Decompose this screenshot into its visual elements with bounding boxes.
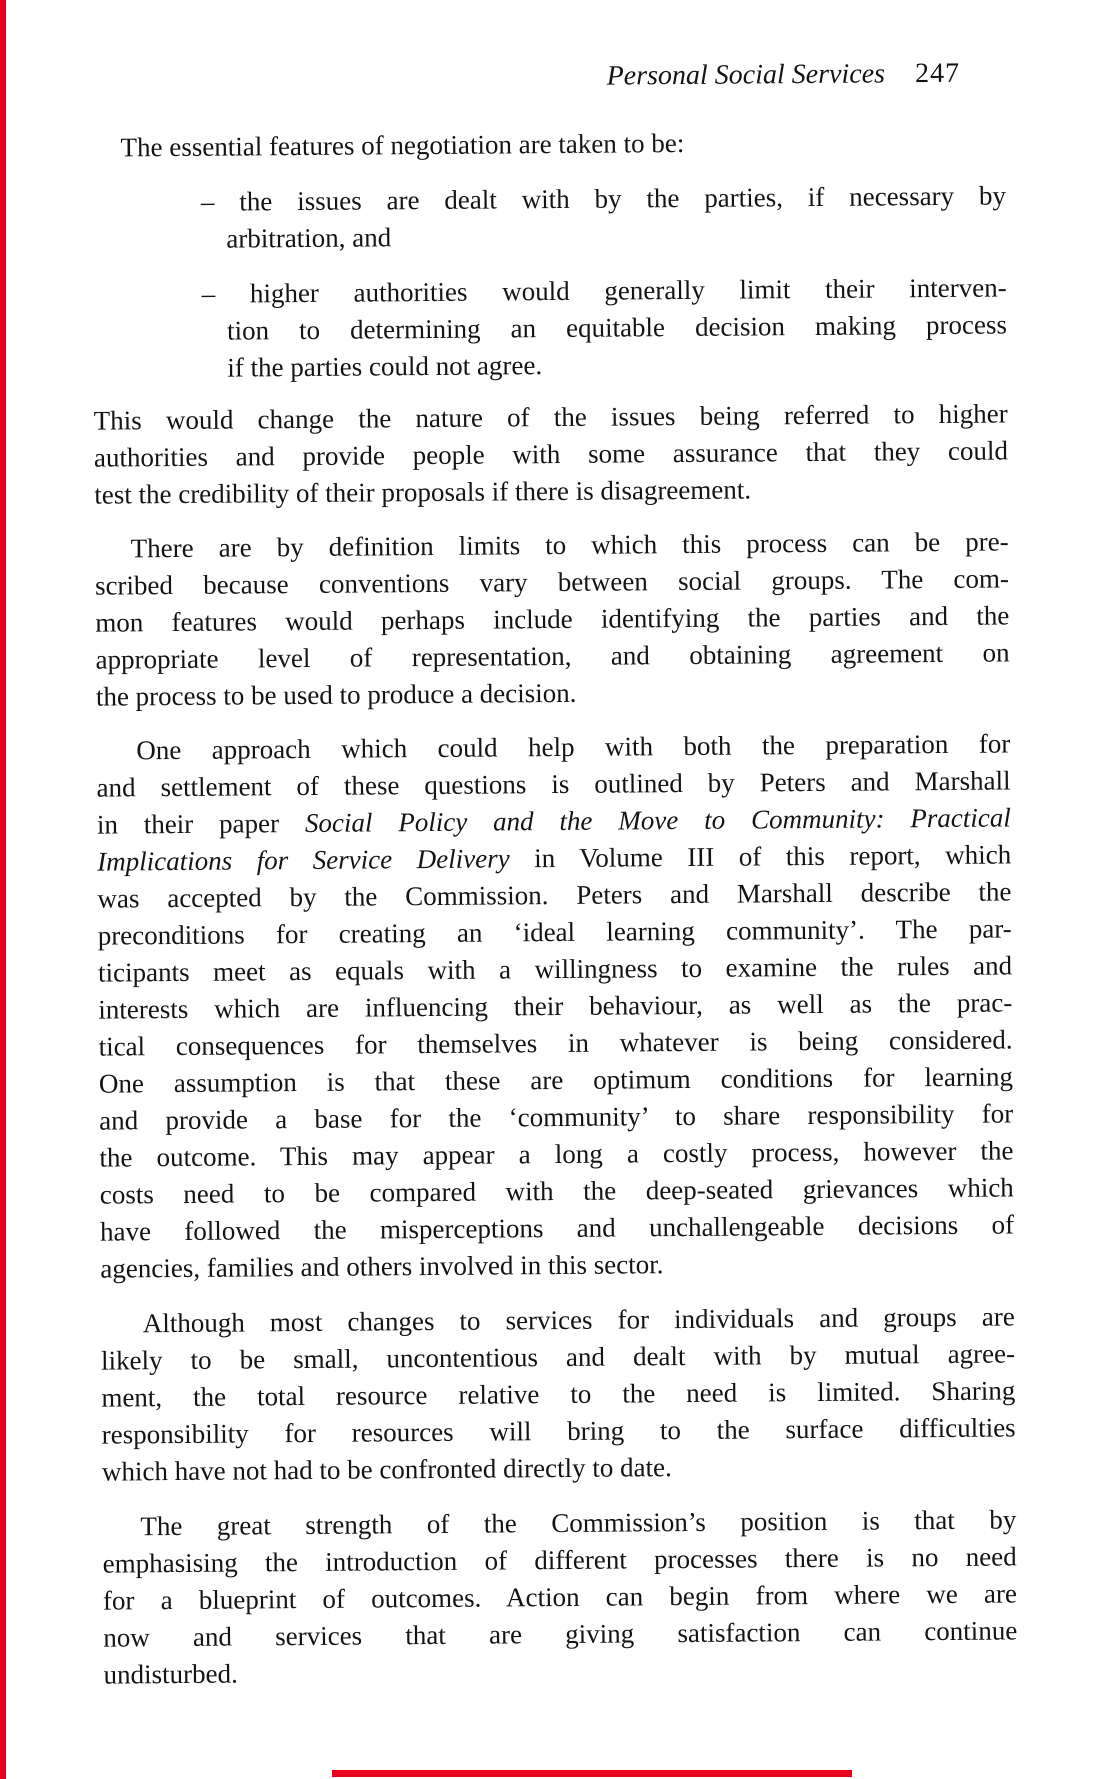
text-segment: for a blueprint of outcomes. Action can begin from where we are [102,1578,1018,1616]
text-segment: appropriate level of representation, and obtaining agreement on [95,637,1010,675]
text-line [95,634,1009,678]
text-segment: agencies, families and others involved in this sector. [100,1249,664,1284]
text-line [102,1446,1016,1490]
text-segment: was accepted by the Commission. Peters and Marshall describe the [97,876,1012,914]
text-segment: the process to be used to produce a decision. [95,677,577,712]
text-segment: now and services that are giving satisfaction can continue [103,1615,1018,1653]
text-segment: in Volume III of this report, which [509,839,1012,874]
scan-artifact-bottom-edge [332,1770,852,1777]
paragraph [91,122,1005,166]
text-line [103,1649,1017,1693]
text-segment: the outcome. This may appear a long a costly process, however the [99,1135,1014,1173]
text-line [100,1243,1014,1287]
paragraph [95,523,1010,715]
text-segment: authorities and provide people with some assurance that they could [93,435,1009,473]
text-segment: ment, the total resource relative to the need is limited. Sharing [101,1375,1016,1413]
text-line [201,269,1007,312]
text-segment: The essential features of negotiation are taken to be: [120,127,685,163]
text-segment: There are by definition limits to which this process can be pre- [130,526,1009,564]
italic-text: Implications for Service Delivery [97,843,510,877]
running-title: Personal Social Services [606,58,886,92]
text-segment: tion to determining an equitable decision making process [226,309,1008,346]
paragraph [102,1501,1017,1693]
text-segment: This would change the nature of the issues being referred to higher [93,398,1008,436]
text-segment: Although most changes to services for individuals and groups are [142,1301,1015,1339]
text-segment: responsibility for resources will bring to the surface difficulties [101,1412,1016,1450]
paragraph [94,395,1009,513]
text-segment: emphasising the introduction of different processes there is no need [102,1541,1017,1579]
text-segment: in their paper [96,807,306,840]
text-line [96,671,1010,715]
text-segment: scribed because conventions vary between social groups. The com- [94,563,1010,601]
text-segment: if the parties could not agree. [227,350,543,383]
text-line [227,306,1007,349]
text-line [91,122,1005,166]
scan-artifact-left-edge [0,0,6,1779]
text-segment: costs need to be compared with the deep-seated grievances which [99,1172,1014,1210]
text-segment: preconditions for creating an ‘ideal learning community’. The par- [97,913,1012,951]
text-line [103,1612,1017,1656]
text-segment: mon features would perhaps include identifying the parties and the [95,600,1010,638]
text-segment: undisturbed. [103,1658,238,1690]
text-segment: arbitration, and [226,222,392,254]
bullet-item [202,269,1008,386]
text-segment: – the issues are dealt with by the parties, if necessary by [200,180,1007,217]
italic-text: Social Policy and the Move to Community: Practical [304,802,1011,838]
text-segment: The great strength of the Commission’s position is that by [140,1504,1017,1542]
paragraph [96,725,1014,1287]
text-segment: One assumption is that these are optimum conditions for learning [98,1061,1013,1099]
text-line [94,469,1008,513]
text-segment: interests which are influencing their behaviour, as well as the prac- [98,987,1013,1025]
page-number: 247 [914,57,961,90]
text-line [226,214,1006,257]
text-line [94,432,1008,476]
text-segment: and settlement of these questions is outlined by Peters and Marshall [96,765,1011,803]
text-segment: ticipants meet as equals with a willingness to examine the rules and [97,950,1013,988]
text-segment: likely to be small, uncontentious and dealt with by mutual agree- [100,1338,1016,1376]
text-segment: which have not had to be confronted directly to date. [101,1452,672,1487]
text-segment: have followed the misperceptions and unchallengeable decisions of [99,1209,1015,1247]
text-line [227,343,1007,386]
page-body [91,122,1017,1693]
text-segment: One approach which could help with both the preparation for [136,728,1011,766]
text-line [200,177,1007,220]
text-segment: and provide a base for the ‘community’ to share responsibility for [99,1098,1014,1136]
paragraph [101,1298,1016,1490]
text-line [100,1206,1014,1250]
bullet-item [201,177,1007,257]
text-segment: – higher authorities would generally limit their interven- [201,272,1007,309]
text-line [102,1409,1016,1453]
text-segment: tical consequences for themselves in whatever is being considered. [98,1024,1013,1062]
page-header [91,57,960,98]
text-segment: test the credibility of their proposals if there is disagreement. [94,474,752,510]
